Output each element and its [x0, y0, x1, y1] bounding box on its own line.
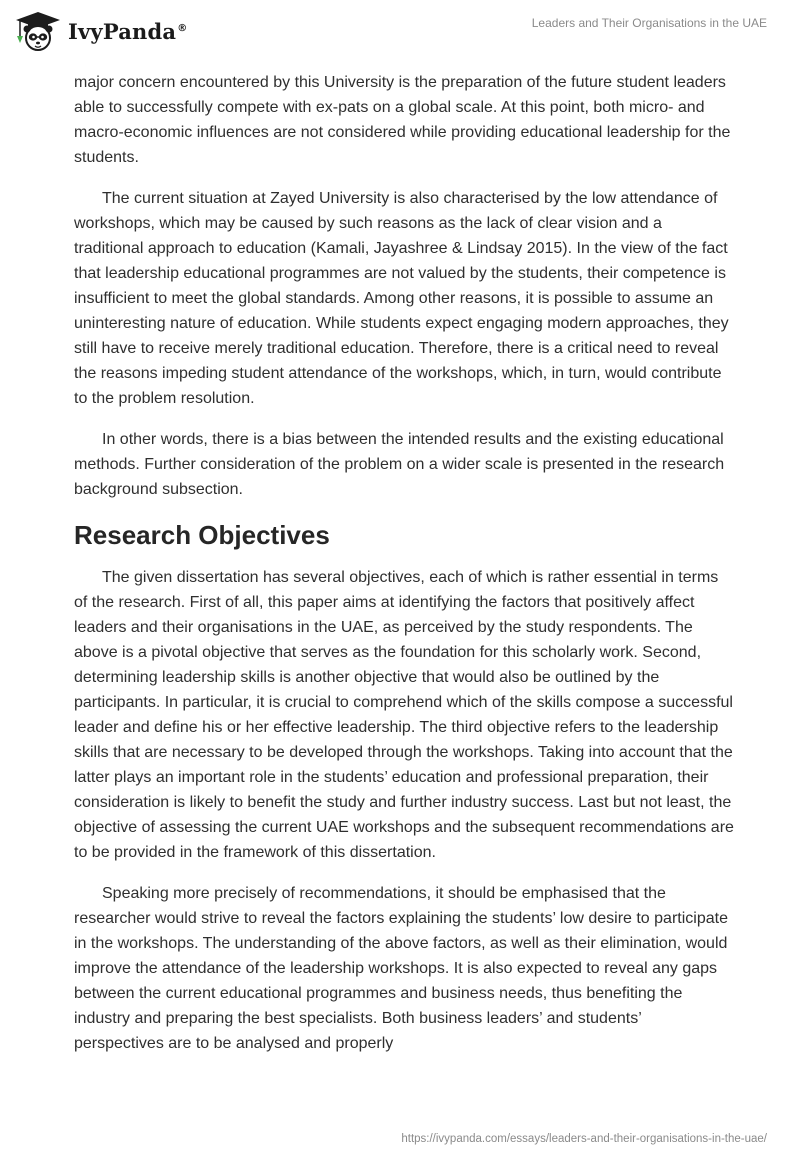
document-title: Leaders and Their Organisations in the UAE	[531, 16, 767, 30]
panda-graduate-icon	[14, 10, 62, 52]
ivypanda-logo[interactable]	[14, 10, 187, 52]
page-header	[0, 0, 800, 70]
paragraph: In other words, there is a bias between the intended results and the existing educational methods. Further consideration of the problem on a wider scale is presented in the research background subsection.	[74, 431, 725, 498]
essay-content	[74, 70, 734, 1072]
source-url[interactable]: https://ivypanda.com/essays/leaders-and-their-organisations-in-the-uae/	[401, 1133, 767, 1145]
section-heading: Research Objectives	[74, 520, 330, 550]
paragraph: The given dissertation has several objectives, each of which is rather essential in terms of the research. First of all, this paper aims at identifying the factors that positively affect leaders and their organisations in the UAE, as perceived by the study respondents. The above is a pivotal objective that serves as the foundation for this scholarly work. Second, determining leadership skills is another objective that would also be outlined by the participants. In particular, it is crucial to comprehend which of the skills compose a successful leader and define his or her effective leadership. The third objective refers to the leadership skills that are necessary to be developed through the workshops. Taking into account that the latter plays an important role in the students’ education and professional preparation, their consideration is likely to benefit the study and further industry success. Last but not least, the objective of assessing the current UAE workshops and the subsequent recommendations are to be provided in the framework of this dissertation.	[74, 569, 734, 861]
paragraph: Speaking more precisely of recommendations, it should be emphasised that the researcher would strive to reveal the factors explaining the students’ low desire to participate in the workshops. The understanding of the above factors, as well as their elimination, would improve the attendance of the leadership workshops. It is also expected to reveal any gaps between the current educational programmes and business needs, thus benefiting the industry and preparing the best specialists. Both business leaders’ and students’ perspectives are to be analysed and properly	[74, 885, 728, 1052]
paragraph: major concern encountered by this University is the preparation of the future student leaders able to successfully compete with ex-pats on a global scale. At this point, both micro- and macro-economic influences are not considered while providing educational leadership for the students.	[74, 74, 731, 166]
paragraph: The current situation at Zayed University is also characterised by the low attendance of workshops, which may be caused by such reasons as the lack of clear vision and a traditional approach to education (Kamali, Jayashree & Lindsay 2015). In the view of the fact that leadership educational programmes are not valued by the students, their competence is insufficient to meet the global standards. Among other reasons, it is possible to assume an uninteresting nature of education. While students expect engaging modern approaches, they still have to receive merely traditional education. Therefore, there is a critical need to reveal the reasons impeding student attendance of the workshops, which, in turn, would contribute to the problem resolution.	[74, 190, 729, 407]
logo-wordmark: IvyPanda®	[68, 18, 188, 44]
